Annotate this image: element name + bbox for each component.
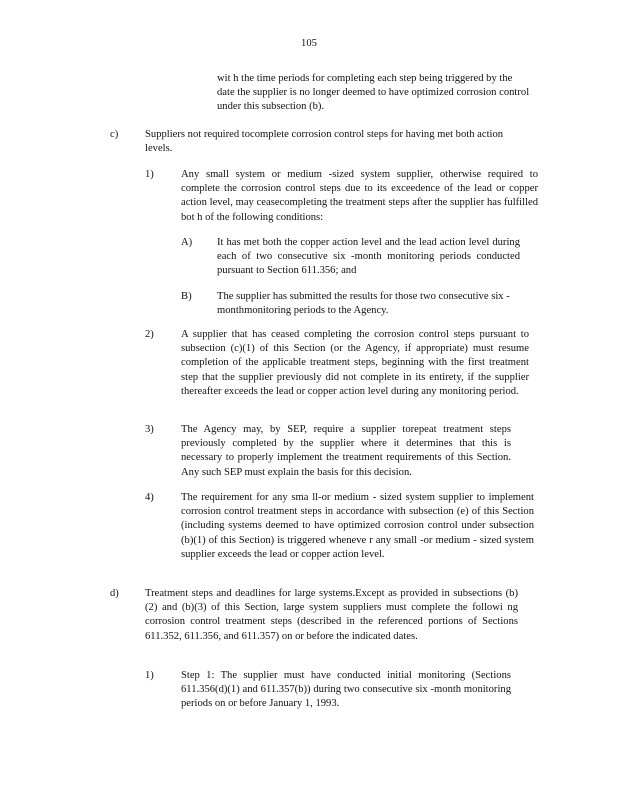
c3-text: The Agency may, by SEP, require a supplier torepeat treatment steps previously completed by the supplier where it determines that this is necessary to properly implement the treatment requirements of this Section. Any such SEP must explain the basis for this decision. (181, 424, 511, 478)
c1b-label: B) (181, 291, 192, 302)
c1b-text: The supplier has submitted the results for those two consecutive six -monthmonitoring periods to the Agency. (217, 291, 510, 317)
section-d-label: d) (110, 588, 119, 599)
c2-label: 2) (145, 329, 154, 340)
d1-text: Step 1: The supplier must have conducted initial monitoring (Sections 611.356(d)(1) and 611.357(b)) during two consecutive six -month monitoring periods on or before January 1, 1993. (181, 670, 511, 710)
c1-text: Any small system or medium -sized system supplier, otherwise required to complete the corrosion control steps due to its exceedence of the lead or copper action level, may ceasecompleting the treatment steps after the supplier has fulfilled bot h of the following conditions: (181, 169, 538, 223)
c3-label: 3) (145, 424, 154, 435)
c4-label: 4) (145, 492, 154, 503)
d1-label: 1) (145, 670, 154, 681)
section-c-text: Suppliers not required tocomplete corrosion control steps for having met both action levels. (145, 129, 504, 155)
c4-text: The requirement for any sma ll-or medium - sized system supplier to implement corrosion control treatment steps in accordance with subsection (e) of this Section (including systems deemed to have optimized corrosion control under subsection (b)(1) of this Section) is triggered wheneve r any small -or medium - sized system supplier exceeds the lead or copper action level. (181, 492, 534, 560)
c1a-text: It has met both the copper action level and the lead action level during each of two consecutive six -month monitoring periods conducted pursuant to Section 611.356; and (217, 237, 520, 277)
c2-text: A supplier that has ceased completing the corrosion control steps pursuant to subsection (c)(1) of this Section (or the Agency, if appropriate) must resume completion of the applicable treatment steps, beginning with the first treatment step that the supplier previously did not complete in its entirety, if the supplier thereafter exceeds the lead or copper action level during any monitoring period. (181, 329, 529, 397)
page-number: 105 (301, 38, 317, 49)
section-c-label: c) (110, 129, 119, 140)
c1-label: 1) (145, 169, 154, 180)
c1a-label: A) (181, 237, 193, 248)
continuation-paragraph: wit h the time periods for completing each step being triggered by the date the supplier is no longer deemed to have optimized corrosion control under this subsection (b). (217, 73, 530, 113)
section-d-text: Treatment steps and deadlines for large systems.Except as provided in subsections (b)(2) and (b)(3) of this Section, large system suppliers must complete the followi ng corrosion control treatment steps (described in the referenced portions of Sections 611.352, 611.356, and 611.357) on or before the indicated dates. (145, 588, 518, 642)
